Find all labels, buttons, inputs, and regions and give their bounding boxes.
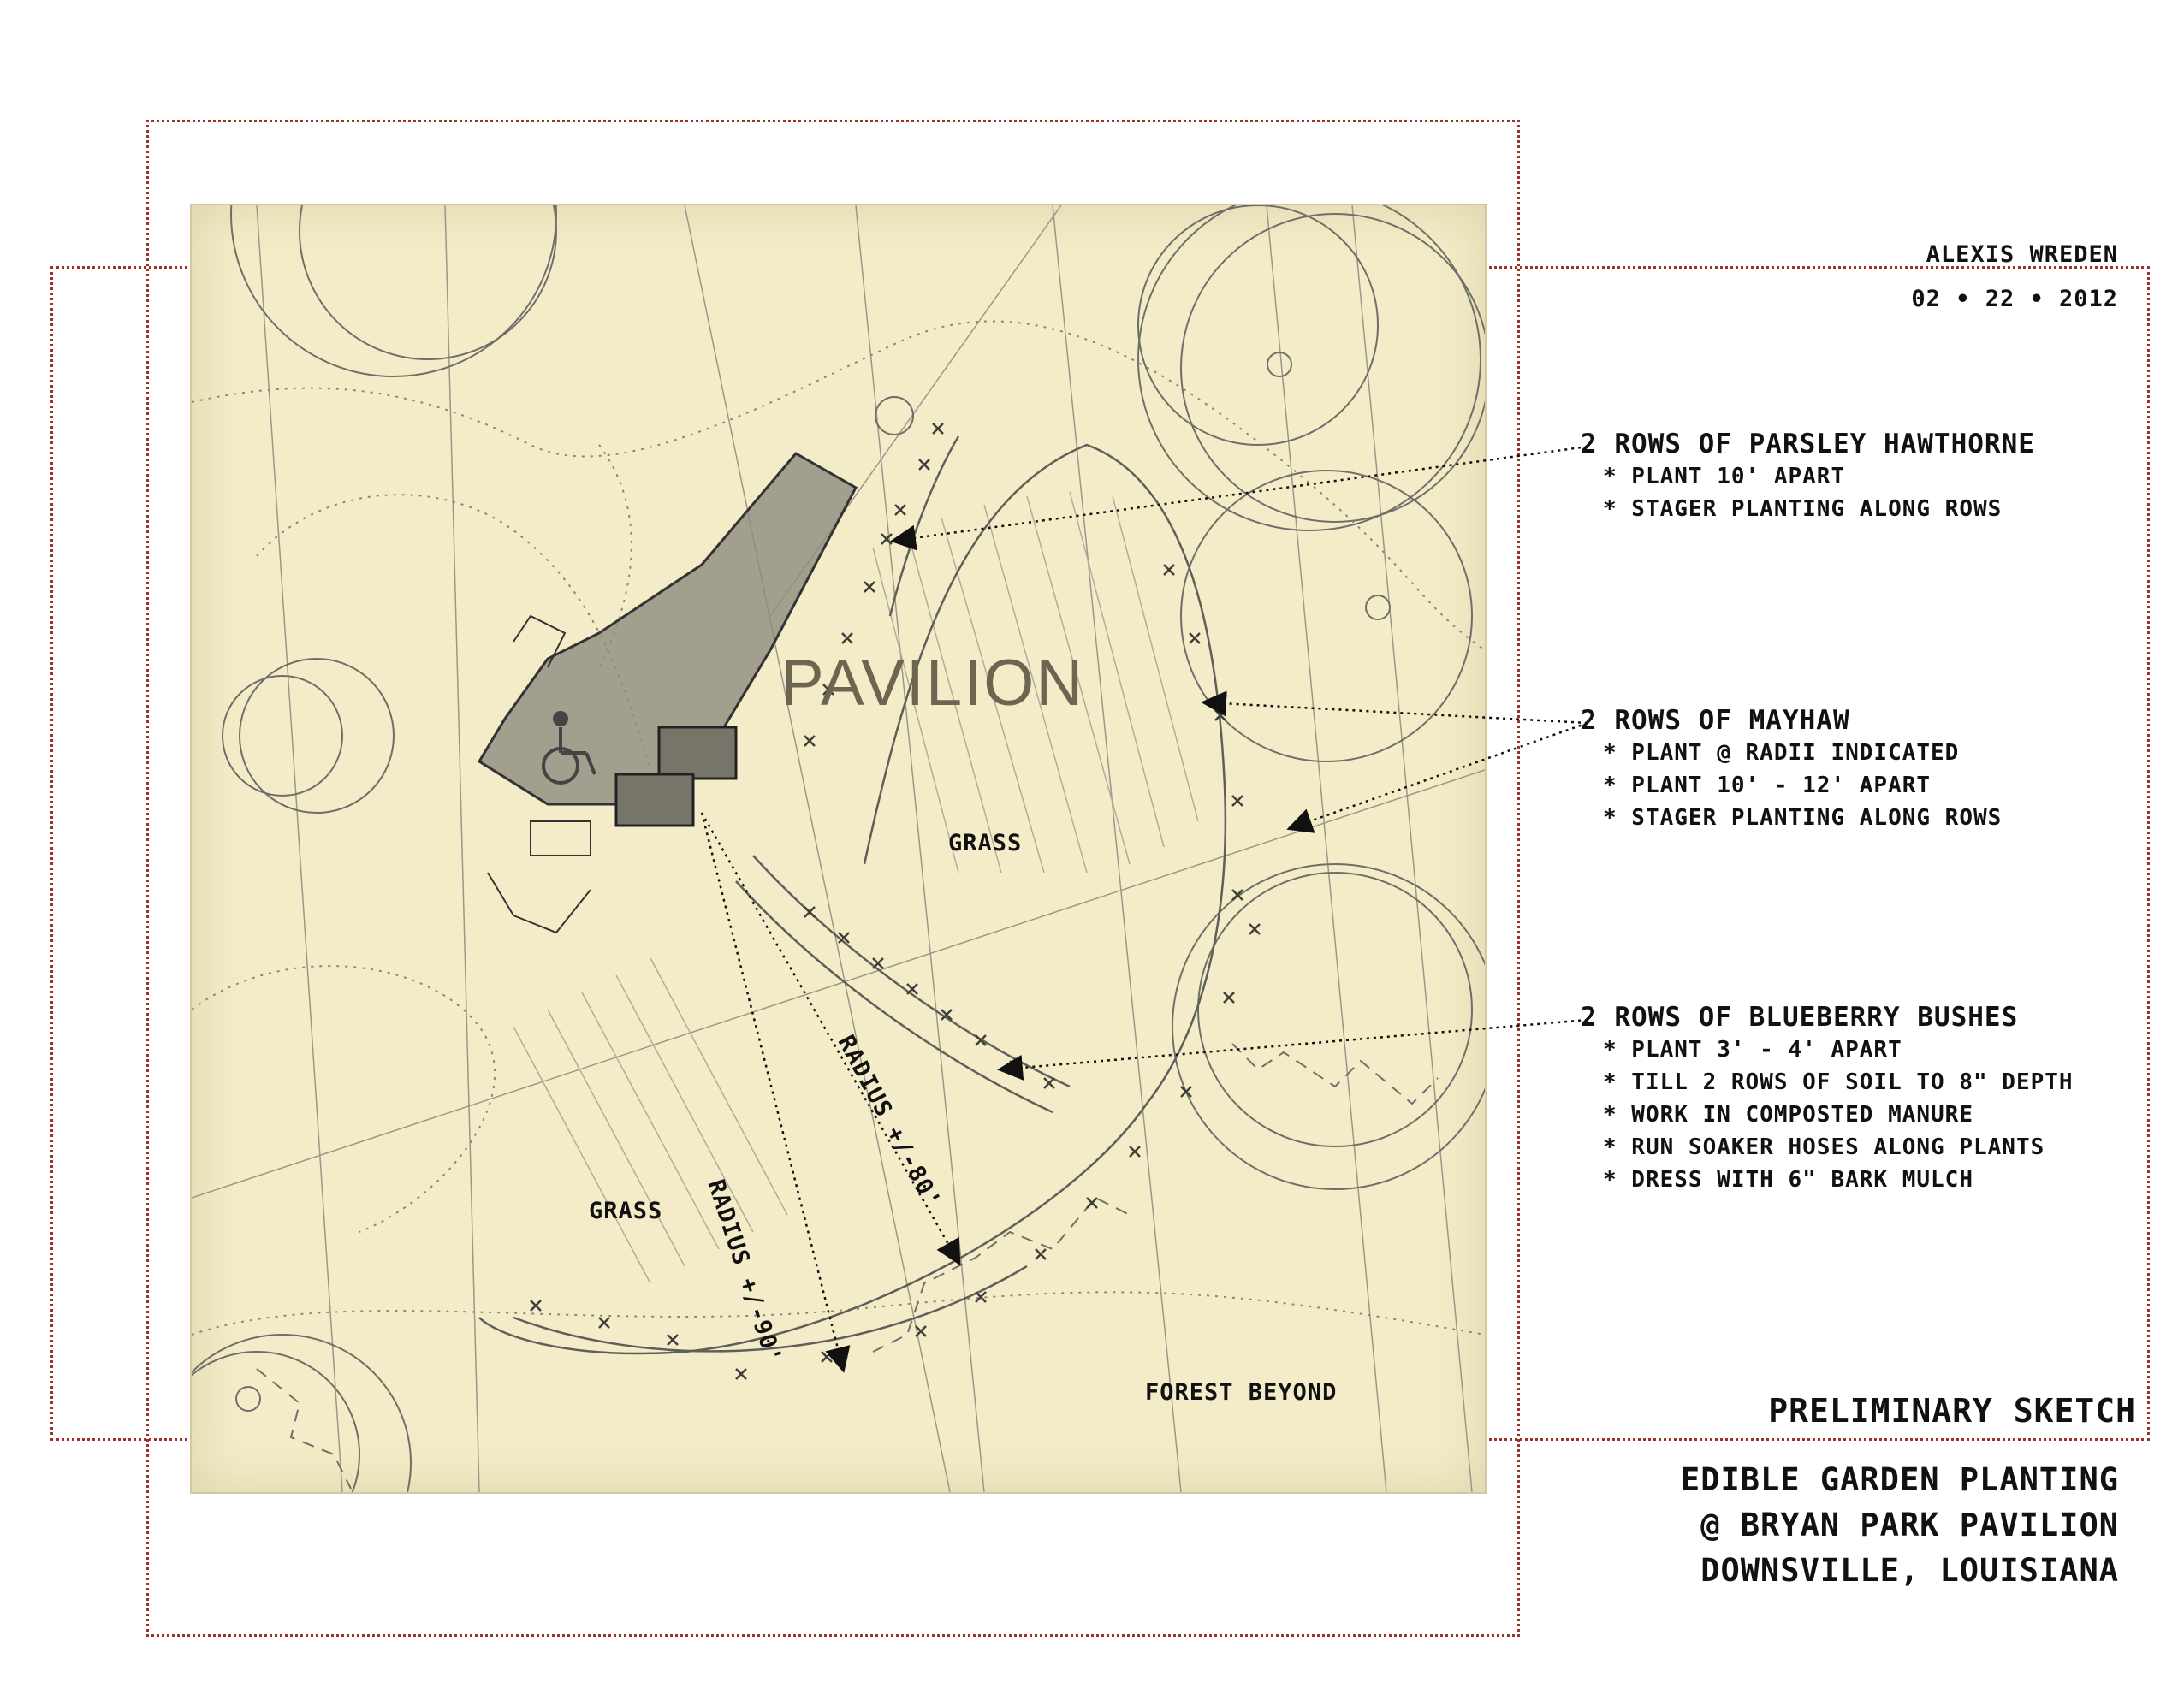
note-item: * PLANT 10' - 12' APART: [1603, 773, 1932, 798]
radius-inner-label: RADIUS +/-80': [832, 1031, 947, 1213]
grass-label-upper: GRASS: [948, 830, 1023, 856]
note-item: * RUN SOAKER HOSES ALONG PLANTS: [1603, 1134, 2045, 1160]
construction-lines: [192, 205, 1485, 1492]
note-leaders: [894, 447, 1588, 1069]
pencil-hatching: [513, 492, 1198, 1283]
radius-outer-label: RADIUS +/-90': [702, 1176, 787, 1367]
drawing-date: 02 • 22 • 2012: [1911, 286, 2118, 312]
note-item: * PLANT 10' APART: [1603, 464, 1846, 489]
grass-label-lower: GRASS: [589, 1198, 663, 1224]
forest-beyond-label: FOREST BEYOND: [1145, 1379, 1338, 1406]
note-heading: 2 ROWS OF PARSLEY HAWTHORNE: [1581, 429, 2035, 459]
note-item: * TILL 2 ROWS OF SOIL TO 8" DEPTH: [1603, 1069, 2074, 1095]
plant-marks: [531, 423, 1260, 1379]
pavilion-label: PAVILION: [780, 647, 1085, 720]
note-blueberry-bushes: [1581, 1001, 2074, 1196]
note-heading: 2 ROWS OF MAYHAW: [1581, 705, 1850, 736]
note-item: * PLANT 3' - 4' APART: [1603, 1037, 1902, 1063]
title-block: [1681, 1457, 2119, 1593]
title-line: @ BRYAN PARK PAVILION: [1700, 1507, 2119, 1543]
tree-canopies: [154, 51, 1498, 1591]
forest-edge-dashes: [257, 1044, 1438, 1489]
author-block: [1911, 233, 2118, 322]
note-parsley-hawthorne: [1581, 428, 2035, 525]
sheet-status: PRELIMINARY SKETCH: [1768, 1392, 2136, 1430]
note-heading: 2 ROWS OF BLUEBERRY BUSHES: [1581, 1002, 2019, 1033]
note-item: * STAGER PLANTING ALONG ROWS: [1603, 496, 2003, 522]
title-line: EDIBLE GARDEN PLANTING: [1680, 1461, 2119, 1498]
note-item: * STAGER PLANTING ALONG ROWS: [1603, 805, 2003, 831]
note-item: * DRESS WITH 6" BARK MULCH: [1603, 1167, 1973, 1193]
note-item: * WORK IN COMPOSTED MANURE: [1603, 1102, 1973, 1128]
note-mayhaw: [1581, 704, 2002, 834]
note-item: * PLANT @ RADII INDICATED: [1603, 740, 1960, 766]
title-line: DOWNSVILLE, LOUISIANA: [1700, 1552, 2119, 1589]
author-name: ALEXIS WREDEN: [1926, 241, 2118, 268]
